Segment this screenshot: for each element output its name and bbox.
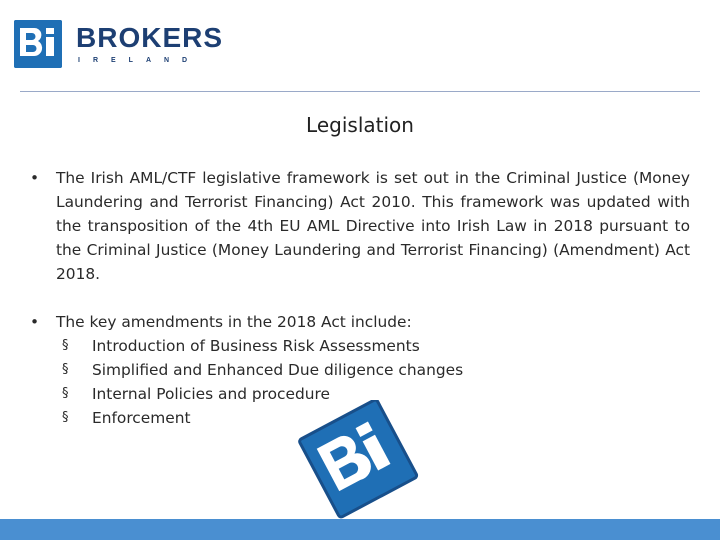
logo-subtitle: IRELAND xyxy=(78,57,201,64)
paragraph-legislative-framework: The Irish AML/CTF legislative framework is set out in the Criminal Justice (Money Laundering and Terrorist Financing) Act 2010. This framework was updated with the transposition of the 4th EU AML Directive into Irish Law in 2018 pursuant to the Criminal Justice (Money Laundering and Terrorist Financing) (Amendment) Act 2018. xyxy=(56,169,690,283)
amendment-text: Introduction of Business Risk Assessments xyxy=(92,337,420,355)
slide-title: Legislation xyxy=(306,113,414,137)
amendment-text: Simplified and Enhanced Due diligence changes xyxy=(92,361,464,379)
amendment-text: Internal Policies and procedure xyxy=(92,385,330,403)
sub-bullet-marker: § xyxy=(62,338,69,353)
sub-bullet-marker: § xyxy=(62,410,69,425)
paragraph-key-amendments: The key amendments in the 2018 Act include: xyxy=(56,313,412,331)
footer-bar xyxy=(0,519,720,540)
sub-bullet-marker: § xyxy=(62,386,69,401)
bullet-item xyxy=(30,310,690,334)
bullet-marker: • xyxy=(30,313,40,331)
bullet-marker: • xyxy=(30,169,40,187)
bi-logo-icon xyxy=(14,20,62,68)
sub-bullet-marker: § xyxy=(62,362,69,377)
bi-watermark-icon xyxy=(290,400,430,520)
sub-bullet-item xyxy=(30,334,690,358)
header-divider xyxy=(20,91,700,92)
brokers-ireland-logo xyxy=(14,20,224,68)
amendment-text: Enforcement xyxy=(92,409,191,427)
sub-bullet-item xyxy=(30,358,690,382)
slide-body xyxy=(30,166,690,430)
logo-wordmark: BROKERS xyxy=(76,22,224,53)
bullet-item xyxy=(30,166,690,286)
